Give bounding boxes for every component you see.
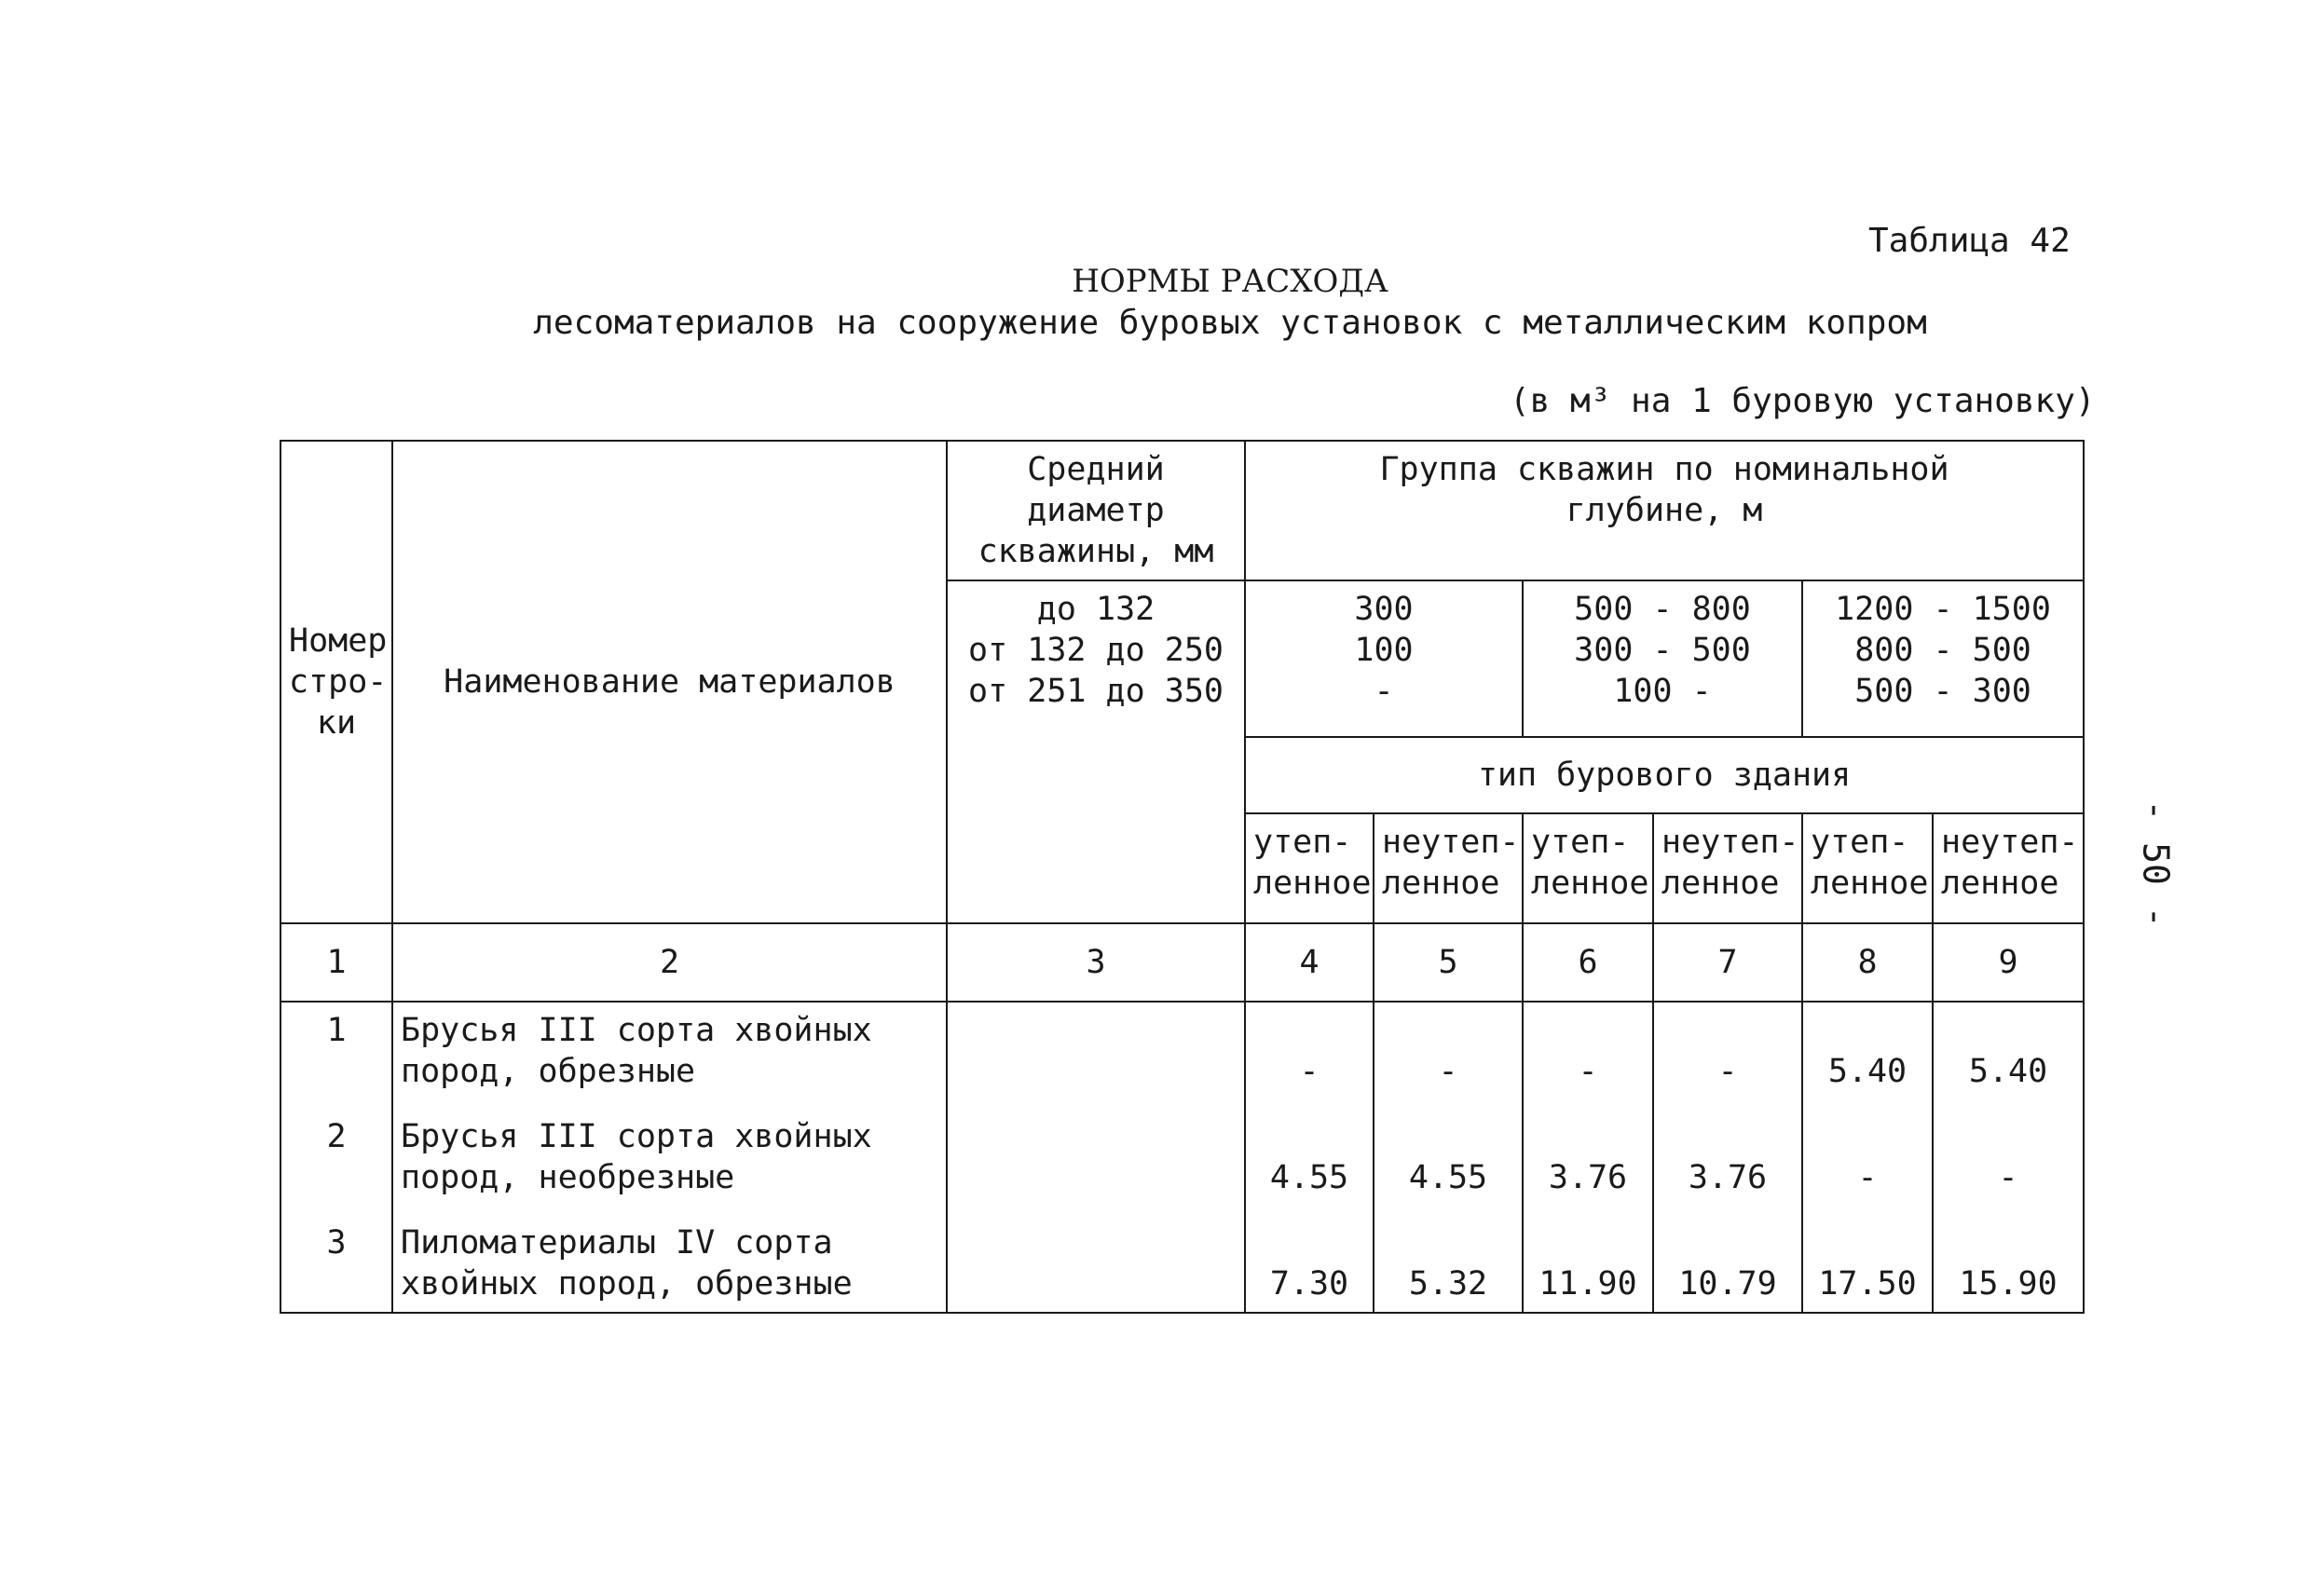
column-number: 1 [280,923,392,1002]
header-insulated: утеп- ленное [1245,813,1374,923]
column-number: 2 [392,923,947,1002]
values-col-6 [1523,1002,1653,1313]
title-line-2: лесоматериалов на сооружение буровых установок с металлическим копром [533,304,1927,342]
header-uninsulated: неутеп- ленное [1653,813,1802,923]
table-cell: - [1717,1053,1738,1090]
table-cell: - [1998,1159,2018,1196]
table-cell: 3.76 [1548,1159,1628,1196]
table-cell: - [1438,1053,1458,1090]
material-name: Брусья III сорта хвойных [401,1012,872,1049]
values-col-7 [1653,1002,1802,1313]
table-cell: 5.40 [1968,1053,2048,1090]
column-number: 3 [947,923,1245,1002]
table-row-number: 3 [326,1224,347,1262]
column-number: 5 [1374,923,1523,1002]
values-col-8 [1802,1002,1933,1313]
header-diameter-values: до 132 от 132 до 250 от 251 до 350 [947,580,1245,923]
header-depth-group: Группа скважин по номинальной глубине, м [1245,441,2084,580]
table-label: Таблица 42 [1868,222,2071,260]
table-row-number: 1 [326,1012,347,1049]
table-cell: 15.90 [1959,1265,2058,1303]
column-number: 9 [1933,923,2084,1002]
title-line-1: НОРМЫ РАСХОДА [1072,263,1388,300]
table-row-number: 2 [326,1118,347,1155]
header-insulated: утеп- ленное [1523,813,1653,923]
header-insulated: утеп- ленное [1802,813,1933,923]
table-cell: - [1857,1159,1878,1196]
header-material: Наименование материалов [392,441,947,923]
depth-group-3: 1200 - 1500 800 - 500 500 - 300 [1802,580,2084,737]
units-note: (в м³ на 1 буровую установку) [1510,382,2096,420]
table-cell: 3.76 [1688,1159,1768,1196]
table-cell: 5.40 [1827,1053,1908,1090]
column-number: 6 [1523,923,1653,1002]
table-cell: 4.55 [1408,1159,1488,1196]
material-name: Пиломатериалы IV сорта [401,1224,833,1262]
header-uninsulated: неутеп- ленное [1374,813,1523,923]
header-diameter: Средний диаметр скважины, мм [947,441,1245,580]
norms-table [280,440,2085,1314]
page-number: - 50 - [2135,799,2177,928]
header-row-number: Номер стро- ки [280,441,392,923]
depth-group-1: 300 100 - [1245,580,1523,737]
header-uninsulated: неутеп- ленное [1933,813,2084,923]
values-col-9 [1933,1002,2084,1313]
table-cell: 10.79 [1678,1265,1777,1303]
table-cell: 4.55 [1269,1159,1349,1196]
header-building-type: тип бурового здания [1245,737,2084,813]
row-diameter-empty [947,1002,1245,1313]
values-col-4 [1245,1002,1374,1313]
table-cell: - [1299,1053,1320,1090]
row-materials: Брусья III сорта хвойных пород, обрезные Брусья III сорта хвойных пород, необрезные Пиломатериалы IV сорта хвойных пород, обрезные [392,1002,947,1313]
values-col-5 [1374,1002,1523,1313]
table-cell: - [1578,1053,1598,1090]
row-numbers [280,1002,392,1313]
column-number: 8 [1802,923,1933,1002]
table-cell: 11.90 [1538,1265,1637,1303]
material-name: Брусья III сорта хвойных [401,1118,872,1155]
depth-group-2: 500 - 800 300 - 500 100 - [1523,580,1802,737]
table-cell: 7.30 [1269,1265,1349,1303]
table-cell: 5.32 [1408,1265,1488,1303]
column-number: 4 [1245,923,1374,1002]
column-number: 7 [1653,923,1802,1002]
table-cell: 17.50 [1818,1265,1917,1303]
